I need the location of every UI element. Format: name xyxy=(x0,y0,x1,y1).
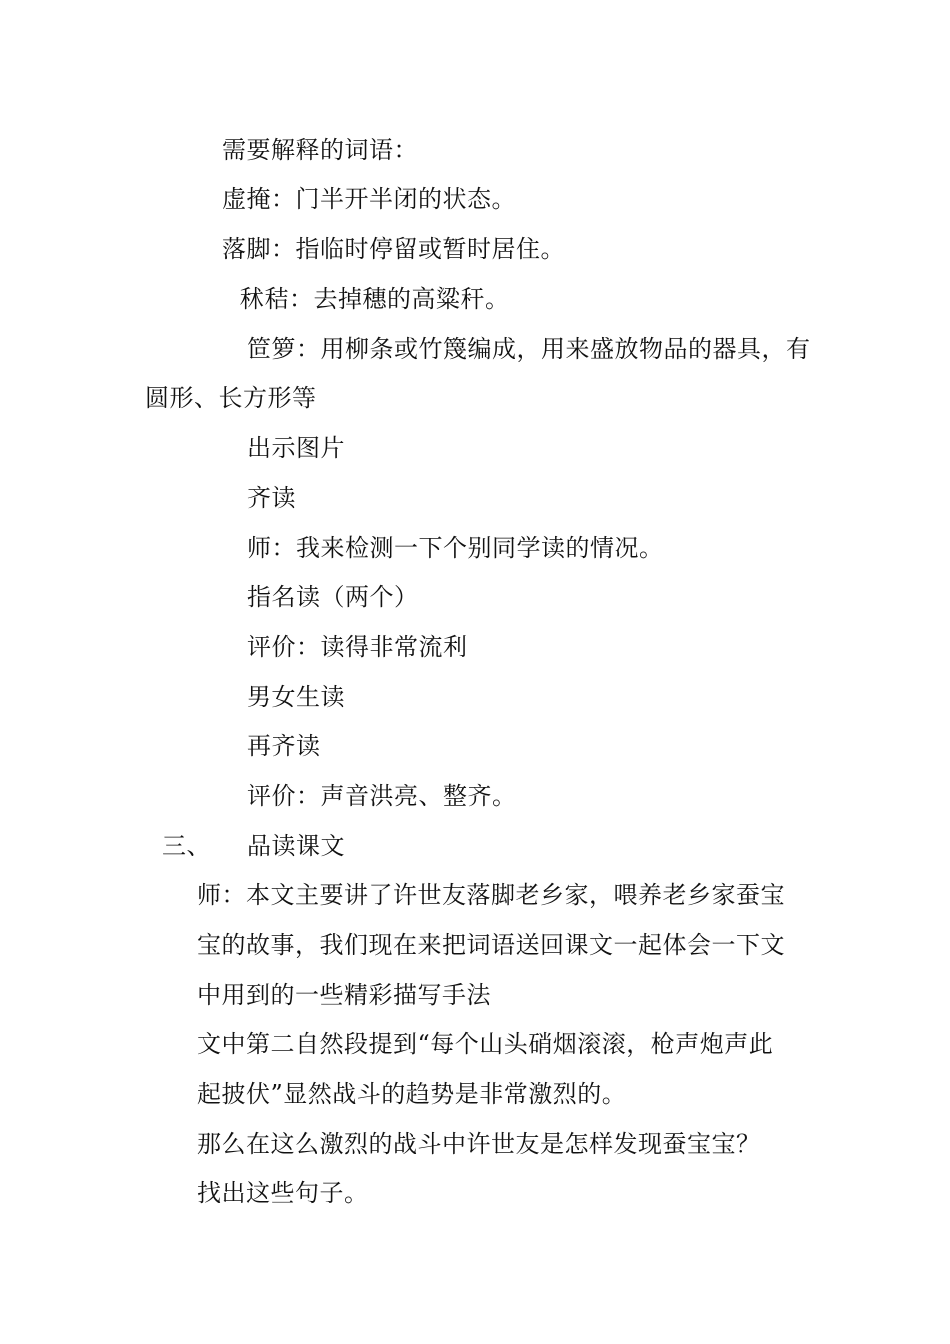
step-boys-girls: 男女生读 xyxy=(247,683,345,711)
vocab-item-luojiao: 落脚：指临时停留或暂时居住。 xyxy=(222,235,565,263)
vocab-item-shujie: 秫秸：去掉穗的高粱秆。 xyxy=(240,285,510,313)
step-read-again: 再齐读 xyxy=(247,732,321,760)
section-number: 三、 xyxy=(162,832,211,860)
step-named-read: 指名读（两个） xyxy=(247,583,419,611)
teacher-check: 师：我来检测一下个别同学读的情况。 xyxy=(247,534,664,562)
evaluation-fluent: 评价：读得非常流利 xyxy=(247,633,468,661)
paragraph-line: 文中第二自然段提到“每个山头硝烟滚滚，枪声炮声此 xyxy=(197,1030,774,1058)
section-title: 品读课文 xyxy=(247,832,345,860)
paragraph-line: 起披伏”显然战斗的趋势是非常激烈的。 xyxy=(197,1080,627,1108)
paragraph-line: 那么在这么激烈的战斗中许世友是怎样发现蚕宝宝？ xyxy=(197,1130,761,1158)
evaluation-loud: 评价：声音洪亮、整齐。 xyxy=(247,782,517,810)
paragraph-line: 找出这些句子。 xyxy=(197,1179,369,1207)
paragraph-line: 宝的故事，我们现在来把词语送回课文一起体会一下文 xyxy=(197,931,785,959)
step-show-picture: 出示图片 xyxy=(247,434,345,462)
vocab-item-xuyan: 虚掩：门半开半闭的状态。 xyxy=(222,185,516,213)
vocab-item-poluo: 笸箩：用柳条或竹篾编成，用来盛放物品的器具，有 xyxy=(247,335,811,363)
vocab-heading: 需要解释的词语： xyxy=(222,136,418,164)
paragraph-line: 师：本文主要讲了许世友落脚老乡家，喂养老乡家蚕宝 xyxy=(197,881,785,909)
paragraph-line: 中用到的一些精彩描写手法 xyxy=(197,981,491,1009)
step-read-together: 齐读 xyxy=(247,484,296,512)
vocab-item-poluo-cont: 圆形、长方形等 xyxy=(145,384,317,412)
